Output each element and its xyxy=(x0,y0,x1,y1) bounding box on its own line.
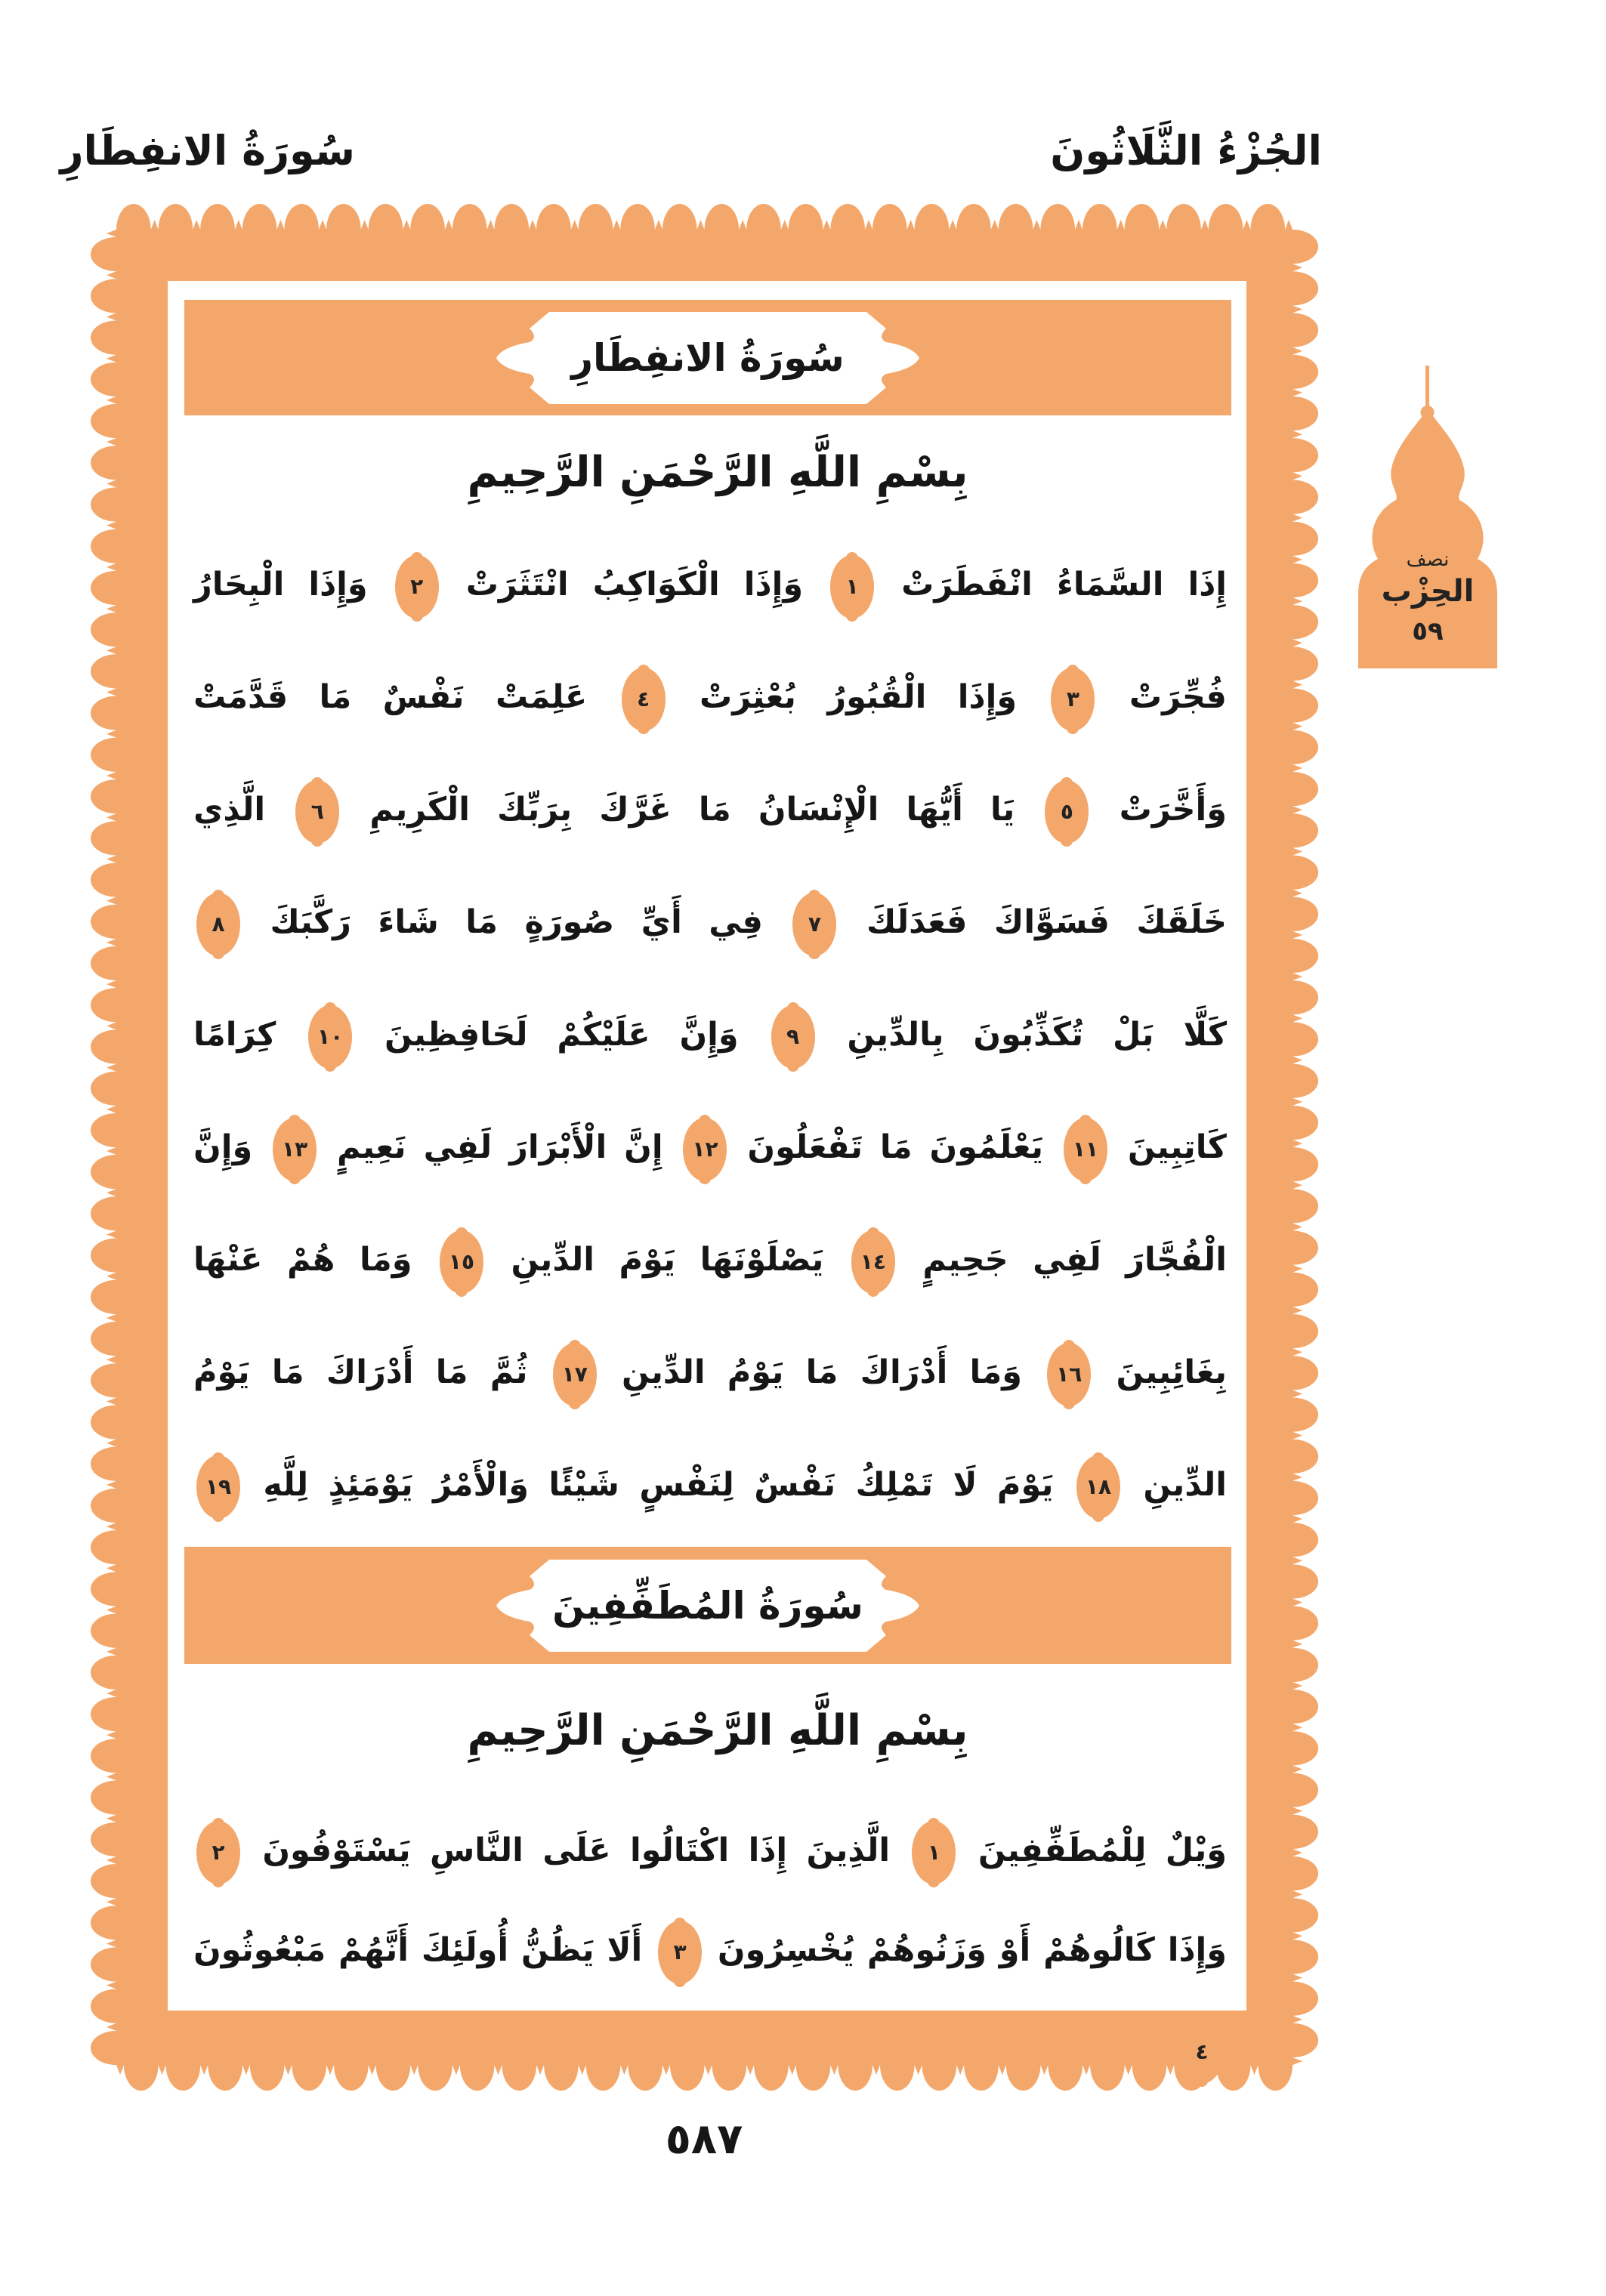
verse-text: وَإِذَا كَالُوهُمْ أَوْ وَزَنُوهُمْ يُخْسِرُونَ xyxy=(717,1931,1227,1969)
bismillah: بِسْمِ اللَّهِ الرَّحْمَنِ الرَّحِيمِ xyxy=(467,448,968,497)
verse-number-marker: ٤ xyxy=(622,668,666,731)
verse-number-marker: ٣ xyxy=(658,1921,702,1984)
verse-text: فِي أَيِّ صُورَةٍ مَا شَاءَ رَكَّبَكَ xyxy=(270,903,763,941)
verse-number-marker: ١٣ xyxy=(273,1118,317,1181)
verse-line xyxy=(193,1091,1227,1204)
verse-text: كَاتِبِينَ xyxy=(1127,1128,1227,1166)
verse-number-marker: ١١ xyxy=(1064,1118,1107,1181)
verse-text: يَصْلَوْنَهَا يَوْمَ الدِّينِ xyxy=(511,1241,824,1279)
verse-text: فُجِّرَتْ xyxy=(1129,678,1227,716)
verse-text: وَإِنَّ xyxy=(193,1128,253,1166)
verse-text: الَّذِي xyxy=(193,791,266,829)
surah-infitar-verses xyxy=(193,529,1227,1541)
verse-line xyxy=(193,1900,1227,2064)
verse-number-marker: ١٤ xyxy=(851,1230,895,1294)
hizb-marker-labels xyxy=(1352,363,1503,670)
verse-text: كَلَّا بَلْ تُكَذِّبُونَ بِالدِّينِ xyxy=(847,1016,1227,1054)
hizb-fraction-label: نصف xyxy=(1406,548,1450,571)
verse-text: إِذَا السَّمَاءُ انْفَطَرَتْ xyxy=(901,566,1228,603)
verse-text: خَلَقَكَ فَسَوَّاكَ فَعَدَلَكَ xyxy=(866,903,1227,941)
verse-text: ثُمَّ مَا أَدْرَاكَ مَا يَوْمُ xyxy=(193,1353,528,1391)
verse-line xyxy=(193,1429,1227,1541)
verse-text: وَإِذَا الْقُبُورُ بُعْثِرَتْ xyxy=(700,678,1018,716)
verse-number-marker: ٩ xyxy=(771,1005,815,1069)
verse-text: الْفُجَّارَ لَفِي جَحِيمٍ xyxy=(922,1241,1227,1279)
verse-text: يَعْلَمُونَ مَا تَفْعَلُونَ xyxy=(747,1128,1044,1166)
bismillah: بِسْمِ اللَّهِ الرَّحْمَنِ الرَّحِيمِ xyxy=(467,1706,968,1755)
verse-number-marker: ١ xyxy=(830,555,874,619)
verse-text: عَلِمَتْ نَفْسٌ مَا قَدَّمَتْ xyxy=(193,678,588,716)
verse-text: الدِّينِ xyxy=(1143,1466,1227,1504)
surah-title: سُورَةُ الانفِطَارِ xyxy=(571,335,845,380)
verse-number-marker: ١٦ xyxy=(1047,1343,1091,1406)
verse-text: وَمَا أَدْرَاكَ مَا يَوْمُ الدِّينِ xyxy=(622,1353,1023,1391)
verse-text: بِغَائِبِينَ xyxy=(1116,1353,1227,1391)
surah-mutaffifin-verses xyxy=(193,1801,1227,2064)
verse-text: وَإِذَا الْبِحَارُ xyxy=(193,566,368,603)
verse-line xyxy=(193,1801,1227,1900)
hizb-word-label: الحِزْب xyxy=(1381,574,1475,609)
verse-number-marker: ١٧ xyxy=(553,1343,597,1406)
verse-number-marker: ٤ xyxy=(1180,2020,1224,2084)
verse-number-marker: ١ xyxy=(912,1821,956,1884)
verse-number-marker: ١٥ xyxy=(440,1230,483,1294)
surah-title: سُورَةُ المُطَفِّفِينَ xyxy=(552,1583,863,1628)
verse-number-marker: ٢ xyxy=(395,555,439,619)
verse-number-marker: ٨ xyxy=(196,893,240,956)
verse-text: وَيْلٌ لِلْمُطَفِّفِينَ xyxy=(977,1832,1227,1869)
verse-text: الَّذِينَ إِذَا اكْتَالُوا عَلَى النَّاسِ يَسْتَوْفُونَ xyxy=(262,1832,891,1869)
verse-number-marker: ٢ xyxy=(196,1821,240,1884)
juz-header: الجُزْءُ الثَّلَاثُونَ xyxy=(1050,127,1322,174)
surah-infitar-banner xyxy=(184,300,1231,415)
verse-number-marker: ١٢ xyxy=(683,1118,727,1181)
verse-number-marker: ٧ xyxy=(792,893,836,956)
hizb-number: ٥٩ xyxy=(1412,616,1444,647)
verse-text: يَوْمَ لَا تَمْلِكُ نَفْسٌ لِنَفْسٍ شَيْئًا وَالْأَمْرُ يَوْمَئِذٍ لِلَّهِ xyxy=(263,1466,1054,1504)
verse-text: وَإِنَّ عَلَيْكُمْ لَحَافِظِينَ xyxy=(384,1016,739,1054)
surah-mutaffifin-banner xyxy=(184,1547,1231,1664)
verse-text: وَأَخَّرَتْ xyxy=(1119,791,1227,829)
verse-line xyxy=(193,529,1227,641)
verse-number-marker: ٦ xyxy=(295,780,339,844)
verse-number-marker: ٣ xyxy=(1051,668,1095,731)
verse-number-marker: ١٠ xyxy=(308,1005,352,1069)
verse-number-marker: ١٩ xyxy=(196,1455,240,1519)
verse-line xyxy=(193,754,1227,866)
verse-line xyxy=(193,979,1227,1091)
verse-number-marker: ٥ xyxy=(1045,780,1089,844)
verse-text: يَا أَيُّهَا الْإِنْسَانُ مَا غَرَّكَ بِرَبِّكَ الْكَرِيمِ xyxy=(369,791,1015,829)
verse-line xyxy=(193,866,1227,979)
verse-text: وَإِذَا الْكَوَاكِبُ انْتَثَرَتْ xyxy=(465,566,804,603)
surah-name-header: سُورَةُ الانفِطَارِ xyxy=(60,127,355,174)
verse-line xyxy=(193,641,1227,754)
verse-text: وَمَا هُمْ عَنْهَا xyxy=(193,1241,412,1279)
verse-number-marker: ١٨ xyxy=(1076,1455,1120,1519)
verse-text: كِرَامًا xyxy=(193,1016,276,1054)
page-number: ٥٨٧ xyxy=(665,2115,743,2164)
verse-line xyxy=(193,1204,1227,1316)
verse-line xyxy=(193,1316,1227,1429)
verse-text: إِنَّ الْأَبْرَارَ لَفِي نَعِيمٍ xyxy=(336,1128,663,1166)
verse-text: أَلَا يَظُنُّ أُولَئِكَ أَنَّهُمْ مَبْعُوثُونَ xyxy=(193,1931,643,1969)
